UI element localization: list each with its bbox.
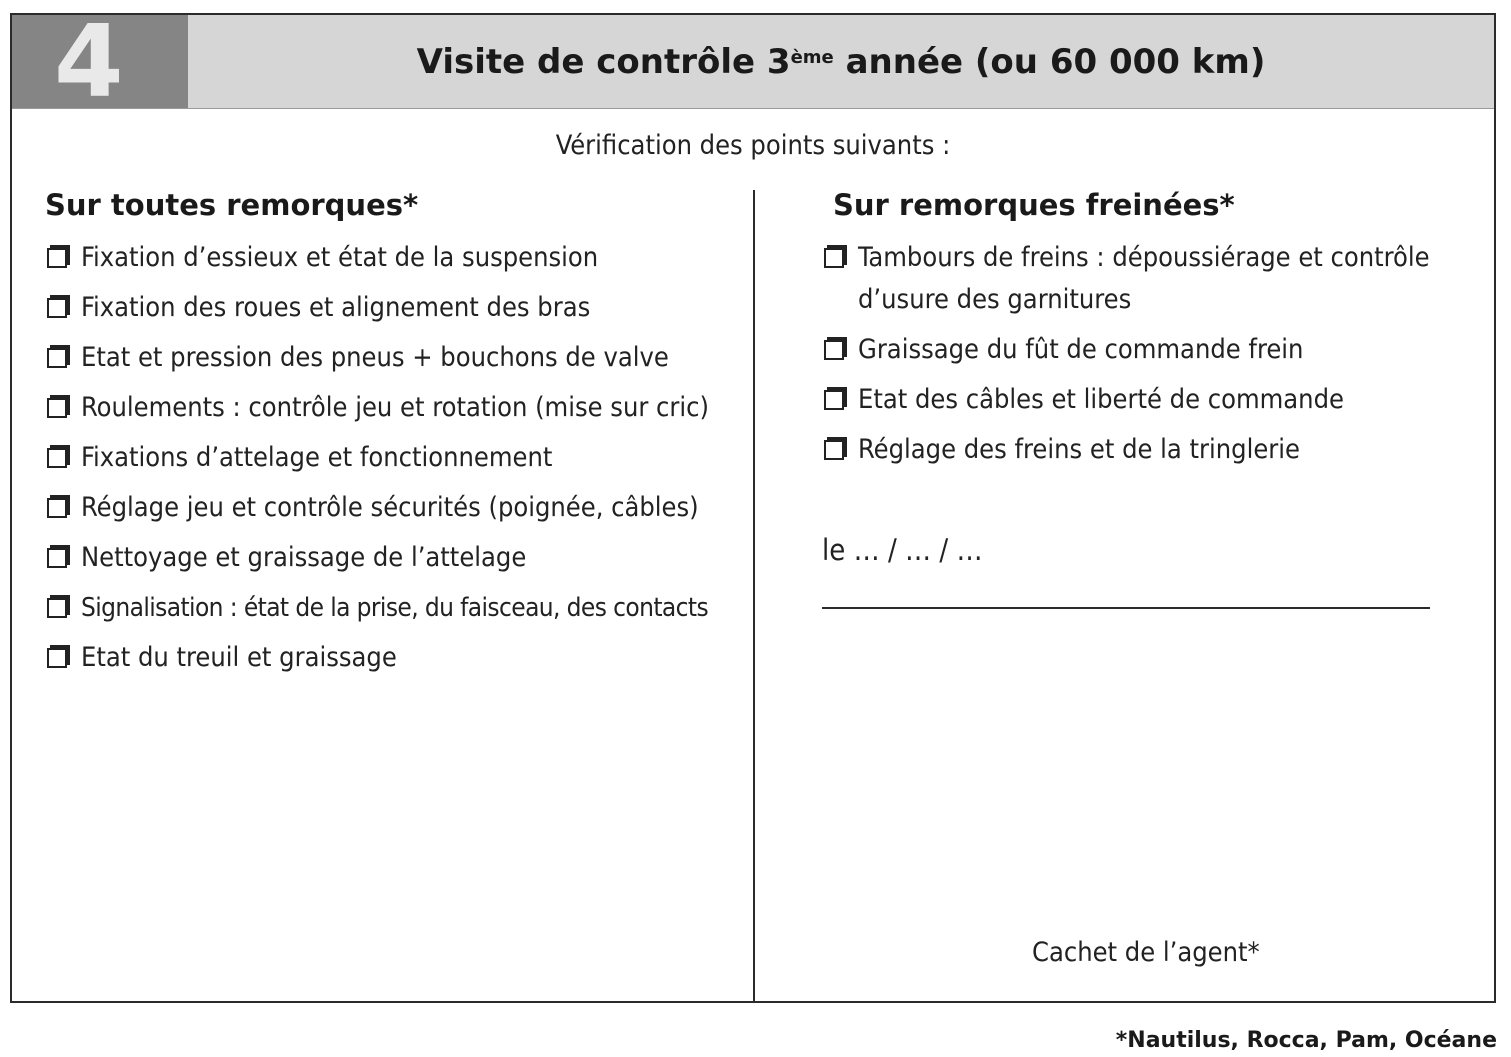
checkbox-icon[interactable] bbox=[47, 498, 67, 518]
checkbox-icon[interactable] bbox=[47, 398, 67, 418]
date-field[interactable]: le … / … / … bbox=[822, 533, 983, 567]
checklist-item-label: Etat des câbles et liberté de commande bbox=[858, 384, 1344, 415]
checklist-item[interactable] bbox=[45, 437, 745, 479]
checklist-item[interactable] bbox=[822, 379, 1442, 421]
right-column-title: Sur remorques freinées* bbox=[833, 188, 1235, 222]
title-part2: année (ou 60 000 km) bbox=[833, 42, 1266, 82]
checkbox-icon[interactable] bbox=[47, 548, 67, 568]
checklist-item[interactable] bbox=[45, 287, 745, 329]
left-column-title: Sur toutes remorques* bbox=[45, 188, 419, 222]
checklist-item[interactable] bbox=[45, 387, 745, 429]
agent-stamp-label: Cachet de l’agent* bbox=[1032, 937, 1260, 968]
footnote: *Nautilus, Rocca, Pam, Océane bbox=[1115, 1028, 1497, 1053]
checkbox-icon[interactable] bbox=[47, 598, 67, 618]
checkbox-icon[interactable] bbox=[47, 248, 67, 268]
checklist-item[interactable] bbox=[822, 429, 1442, 471]
checklist-item-label: Nettoyage et graissage de l’attelage bbox=[81, 542, 527, 573]
signature-line bbox=[822, 607, 1430, 609]
checklist-item-label: Réglage jeu et contrôle sécurités (poignée, câbles) bbox=[81, 492, 699, 523]
checklist-item-label: Fixation d’essieux et état de la suspension bbox=[81, 242, 599, 273]
right-checklist bbox=[822, 237, 1442, 479]
step-number-box bbox=[12, 15, 188, 108]
checklist-item[interactable] bbox=[45, 487, 745, 529]
checklist-item-label: Etat du treuil et graissage bbox=[81, 642, 397, 673]
checkbox-icon[interactable] bbox=[824, 440, 844, 460]
checkbox-icon[interactable] bbox=[47, 348, 67, 368]
step-number: 4 bbox=[54, 15, 124, 108]
checklist-item-label: Roulements : contrôle jeu et rotation (mise sur cric) bbox=[81, 392, 709, 423]
checklist-item[interactable] bbox=[822, 329, 1442, 371]
checklist-item-label: Fixations d’attelage et fonctionnement bbox=[81, 442, 553, 473]
checkbox-icon[interactable] bbox=[824, 390, 844, 410]
checklist-item[interactable] bbox=[45, 587, 745, 629]
checklist-item-label: Etat et pression des pneus + bouchons de valve bbox=[81, 342, 669, 373]
checkbox-icon[interactable] bbox=[824, 340, 844, 360]
intro-text: Vérification des points suivants : bbox=[555, 130, 951, 161]
maintenance-card bbox=[10, 13, 1496, 1003]
checklist-item[interactable] bbox=[45, 637, 745, 679]
left-checklist bbox=[45, 237, 745, 687]
card-title bbox=[188, 37, 1494, 87]
checklist-item-label: Tambours de freins : dépoussiérage et contrôle d’usure des garnitures bbox=[858, 242, 1430, 315]
checkbox-icon[interactable] bbox=[47, 648, 67, 668]
title-part1: Visite de contrôle 3 bbox=[416, 42, 791, 82]
checkbox-icon[interactable] bbox=[824, 248, 844, 268]
checklist-item-label: Graissage du fût de commande frein bbox=[858, 334, 1304, 365]
checklist-item-label: Réglage des freins et de la tringlerie bbox=[858, 434, 1300, 465]
checklist-item-label: Fixation des roues et alignement des bras bbox=[81, 292, 591, 323]
checklist-item-label: Signalisation : état de la prise, du faisceau, des contacts bbox=[81, 593, 709, 623]
checklist-item[interactable] bbox=[45, 537, 745, 579]
checklist-item[interactable] bbox=[822, 237, 1442, 321]
title-superscript: ème bbox=[790, 47, 834, 68]
checklist-item[interactable] bbox=[45, 237, 745, 279]
checklist-item[interactable] bbox=[45, 337, 745, 379]
card-header bbox=[12, 15, 1494, 109]
checkbox-icon[interactable] bbox=[47, 448, 67, 468]
column-divider bbox=[753, 190, 755, 1001]
checkbox-icon[interactable] bbox=[47, 298, 67, 318]
